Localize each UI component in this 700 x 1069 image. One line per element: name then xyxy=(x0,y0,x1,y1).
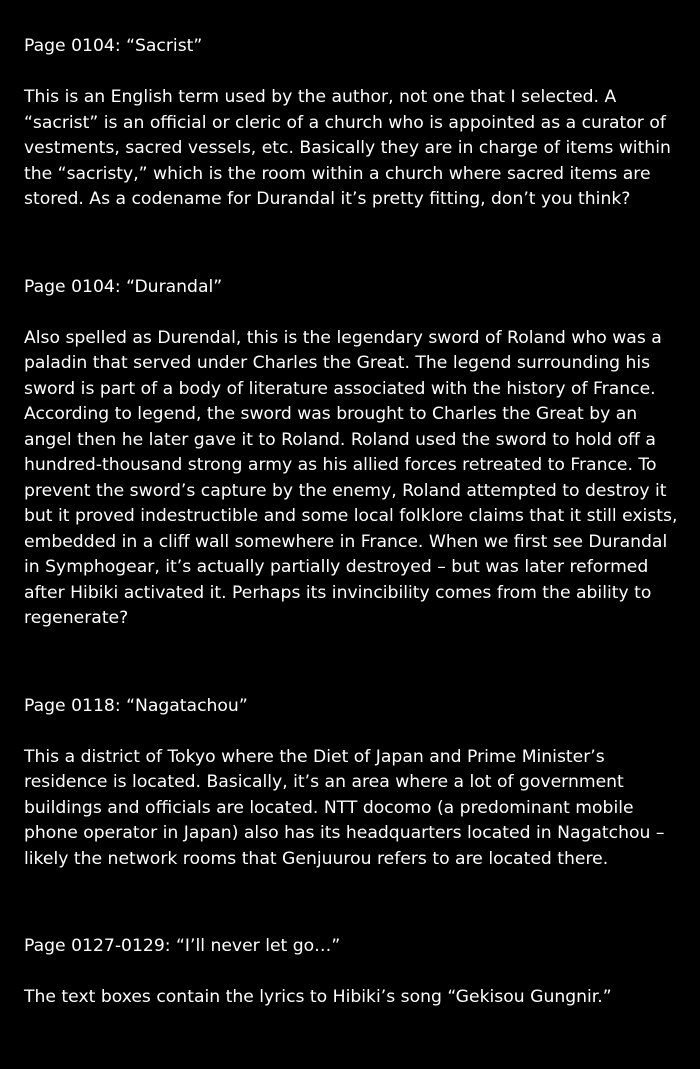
note-body: This a district of Tokyo where the Diet of Japan and Prime Minister’s residence is located. Basically, it’s an area where a lot of government buildings and officials are located. NTT docomo (a predominant mobile phone operator in Japan) also has its headquarters located in Nagatchou – likely the network rooms that Genjuurou refers to are located there. xyxy=(24,746,665,869)
note-heading: Page 0104: “Durandal” xyxy=(24,276,223,297)
note-heading: Page 0127-0129: “I’ll never let go…” xyxy=(24,936,341,956)
note-heading: Page 0118: “Nagatachou” xyxy=(24,695,248,716)
translation-notes xyxy=(24,34,684,1011)
note-body: Also spelled as Durendal, this is the legendary sword of Roland who was a paladin that served under Charles the Great. The legend surrounding his sword is part of a body of literature associated with the history of France. According to legend, the sword was brought to Charles the Great by an angel then he later gave it to Roland. Roland used the sword to hold off a hundred-thousand strong army as his allied forces retreated to France. To prevent the sword’s capture by the enemy, Roland attempted to destroy it but it proved indestructible and some local folklore claims that it still exists, embedded in a cliff wall somewhere in France. When we first see Durandal in Symphogear, it’s actually partially destroyed – but was later reformed after Hibiki activated it. Perhaps its invincibility comes from the ability to regenerate? xyxy=(24,327,678,628)
note-lyrics xyxy=(24,934,684,1011)
note-body: The text boxes contain the lyrics to Hibiki’s song “Gekisou Gungnir.” xyxy=(24,987,612,1007)
note-body: This is an English term used by the author, not one that I selected. A “sacrist” is an official or cleric of a church who is appointed as a curator of vestments, sacred vessels, etc. Basically they are in charge of items within the “sacristy,” which is the room within a church where sacred items are stored. As a codename for Durandal it’s pretty fitting, don’t you think? xyxy=(24,87,671,209)
note-durandal xyxy=(24,275,684,632)
note-sacrist xyxy=(24,34,684,213)
note-nagatachou xyxy=(24,694,684,873)
note-heading: Page 0104: “Sacrist” xyxy=(24,36,203,56)
